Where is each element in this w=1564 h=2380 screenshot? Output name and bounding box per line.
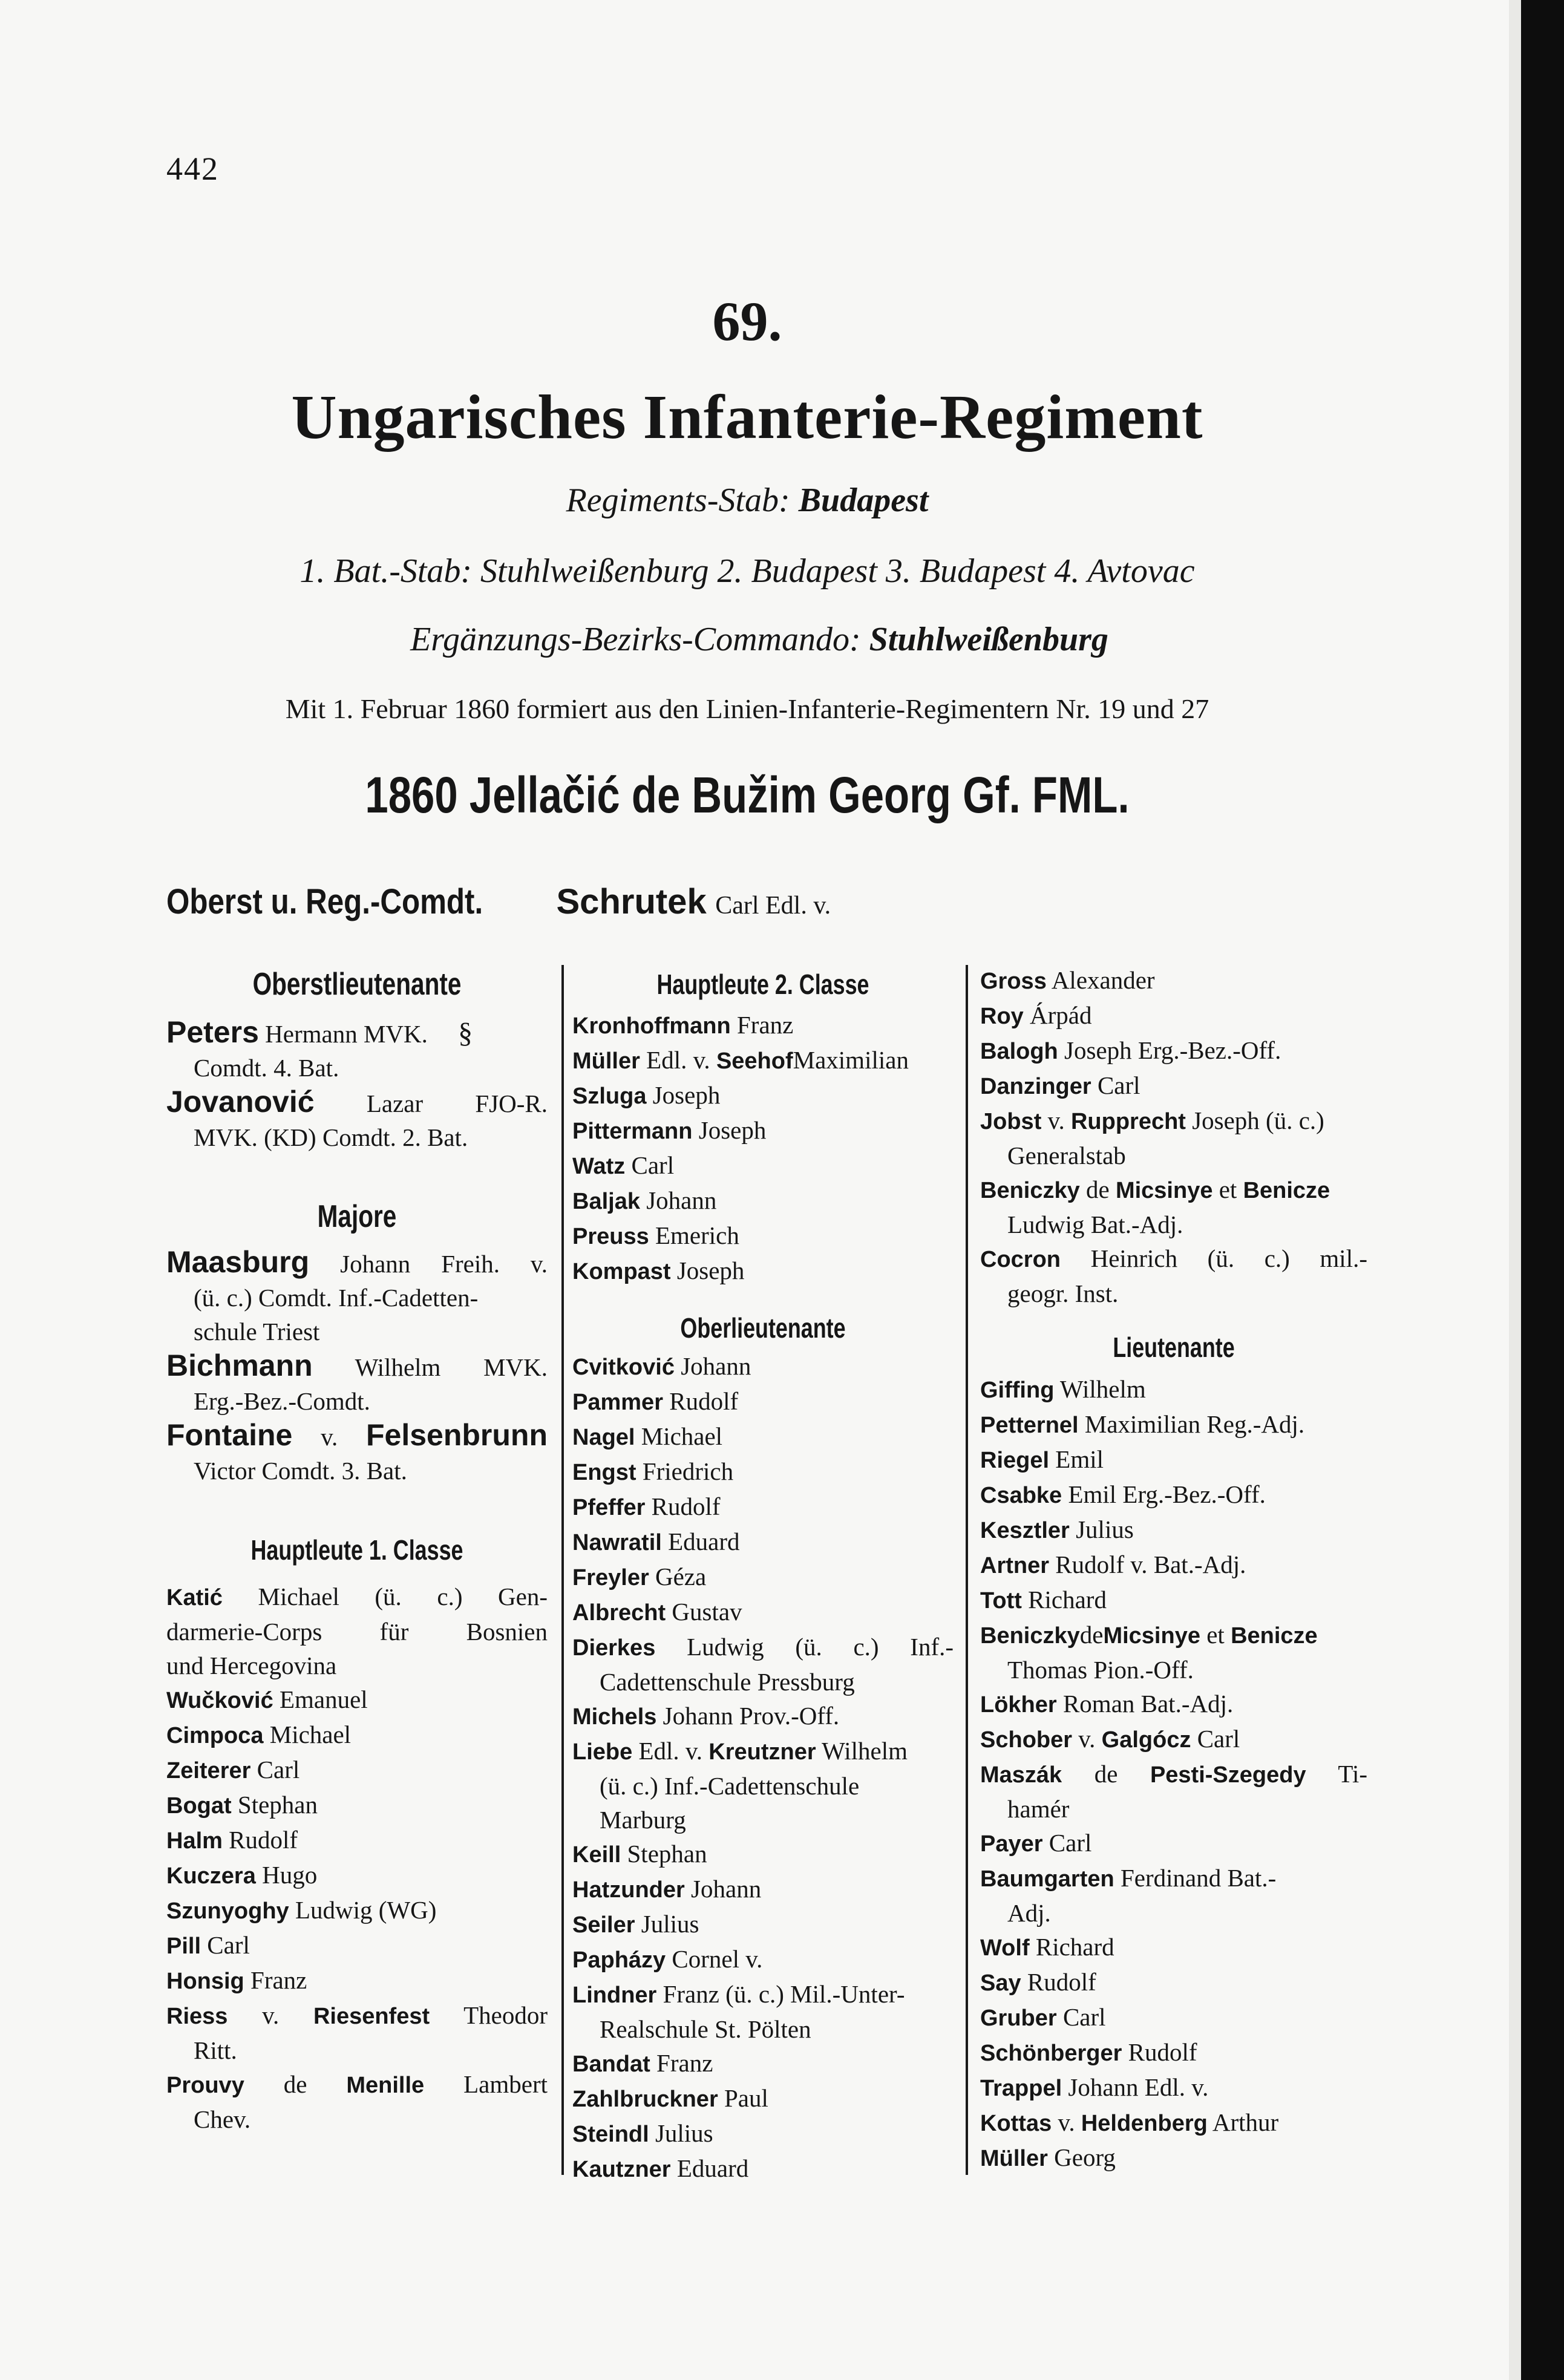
entry-name: Balogh [980,1039,1058,1064]
entry-riess-cont: Ritt. [194,2036,237,2064]
page-edge-border [1521,0,1564,2380]
list-item [572,1008,954,1043]
entry-name: Wučković [166,1688,273,1713]
entry-name: Kuczera [166,1863,256,1889]
entry-name: Peters [166,1015,259,1049]
entry-name: Liebe [572,1739,633,1765]
entry-name: Beniczky [980,1623,1080,1649]
entry-baumgarten [980,1861,1367,1896]
entry-cocron-cont: geogr. Inst. [1007,1280,1119,1307]
list-item [166,1718,548,1753]
entry-name: Papházy [572,1947,666,1973]
entry-name: Albrecht [572,1600,666,1626]
entry-details: Eduard [668,1528,740,1555]
entry-particle: v. [1078,1725,1096,1753]
decoration-icon: § [458,1017,473,1049]
entry-details: Emanuel [279,1685,368,1713]
entry-maasburg [166,1245,548,1281]
list-item [166,1753,548,1788]
entry-details: Michael [269,1721,352,1748]
entry-details: Paul [724,2084,768,2112]
entry-name: Michels [572,1704,657,1730]
entry-details: Richard [1028,1586,1107,1613]
entry-particle: v. [1058,2108,1075,2136]
oberst-name: Schrutek [556,882,707,921]
list-item [980,2035,1367,2070]
entry-name: Szluga [572,1084,647,1109]
entry-details: Joseph [698,1116,767,1144]
entry-name: Bandat [572,2051,650,2077]
entry-details: Ferdinand Bat.- [1120,1864,1277,1892]
entry-name: Engst [572,1460,636,1485]
entry-name: Maszák [980,1762,1062,1788]
entry-name: Kautzner [572,2157,671,2182]
entry-details: Cornel v. [672,1945,763,1973]
entry-name-2: Pesti-Szegedy [1150,1762,1306,1788]
entry-lokher [980,1687,1367,1722]
entry-details: Georg [1054,2143,1116,2171]
entry-beniczky-2-cont: Thomas Pion.-Off. [1007,1656,1194,1684]
entry-details: Friedrich [642,1457,734,1485]
entry-details: Franz (ü. c.) Mil.-Unter- [663,1980,905,2008]
entry-beniczky-1 [980,1172,1367,1208]
entry-particle-2: et [1219,1175,1237,1203]
entry-maasburg-cont: (ü. c.) Comdt. Inf.-Cadetten- [194,1284,479,1312]
bat-stab-line: 1. Bat.-Stab: Stuhlweißenburg 2. Budapest 3. Budapest 4. Avtovac [299,552,1195,590]
entry-details: Franz [250,1966,307,1994]
entry-payer [980,1826,1367,1861]
entry-name: Say [980,1970,1021,1996]
entry-name: Riess [166,2004,228,2029]
entry-details: Hermann MVK. [265,1020,428,1048]
entry-maszak [980,1757,1367,1792]
entry-maszak-cont: hamér [1007,1795,1070,1823]
list-item [572,1872,954,1907]
entry-details: Michael [641,1422,723,1450]
entry-name-2: Micsinye [1103,1623,1200,1649]
entry-danzinger [980,1068,1367,1103]
regiments-stab-line [0,481,1494,520]
entry-name: Pill [166,1934,201,1959]
list-item [572,1525,954,1560]
entry-name: Schober [980,1727,1073,1753]
list-item [572,1489,954,1525]
entry-details: Gustav [672,1598,742,1626]
list-item [166,1893,548,1928]
formed-line: Mit 1. Februar 1860 formiert aus den Linien-Infanterie-Regimentern Nr. 19 und 27 [285,693,1209,724]
list-item [572,2046,954,2081]
inhaber-line: 1860 Jellačić de Bužim Georg Gf. FML. [365,767,1130,823]
entry-name: Kronhoffmann [572,1013,731,1039]
entry-name: Hatzunder [572,1877,685,1903]
regiments-stab-value: Budapest [798,482,929,519]
entry-name: Freyler [572,1565,649,1590]
list-item [572,1560,954,1595]
entry-particle: de [1094,1760,1118,1788]
entry-name: Payer [980,1831,1043,1857]
entry-details: Lazar FJO-R. [366,1090,548,1117]
entry-details: Edl. v. [646,1046,710,1074]
entry-peters [166,1015,548,1051]
oberst-line [166,881,831,922]
entry-name: Pfeffer [572,1495,646,1520]
erg-line [0,620,1507,659]
entry-name: Lindner [572,1983,657,2008]
entry-details: Julius [655,2119,713,2147]
list-item [166,1823,548,1858]
entry-details: Hugo [262,1861,318,1889]
entry-name: Cvitković [572,1355,675,1380]
entry-name: Pittermann [572,1119,693,1144]
entry-peters-cont: Comdt. 4. Bat. [194,1054,339,1082]
heading-majore: Majore [317,1199,397,1234]
entry-details: Ludwig (WG) [295,1896,437,1924]
entry-name: Tott [980,1588,1022,1613]
page-edge-shadow [1509,0,1521,2380]
entry-name-2: Micsinye [1115,1178,1213,1203]
entry-details: Joseph [676,1257,745,1284]
erg-label: Ergänzungs-Bezirks-Commando: [410,621,861,658]
entry-name-2: Galgócz [1101,1727,1191,1753]
entry-details: Franz [736,1011,794,1039]
entry-name: Kompast [572,1259,671,1284]
entry-particle: de [283,2070,307,2098]
entry-name: Müller [572,1048,640,1074]
entry-lindner-cont: Realschule St. Pölten [600,2015,811,2043]
entry-name: Petternel [980,1413,1079,1438]
erg-value: Stuhlweißenburg [869,621,1108,658]
entry-details: Ludwig (ü. c.) Inf.- [687,1633,954,1661]
entry-name: Baljak [572,1189,640,1214]
entry-details: Lambert [463,2070,548,2098]
entry-name-2: Rupprecht [1070,1109,1186,1134]
list-item [980,1930,1367,1965]
entry-details: Julius [1076,1515,1134,1543]
list-item [166,1858,548,1893]
entry-jobst [980,1103,1367,1139]
entry-name: Pammer [572,1390,663,1415]
column-2 [572,963,954,2186]
entry-particle: de [1079,1621,1104,1649]
entry-katic-cont2: und Hercegovina [166,1652,337,1679]
entry-details: Stephan [627,1840,707,1868]
entry-name: Schönberger [980,2041,1122,2066]
heading-oberstlieutenante: Oberstlieutenante [252,967,462,1002]
entry-csabke [980,1477,1367,1512]
list-item [166,1682,548,1718]
entry-details: Eduard [676,2154,749,2182]
entry-name: Prouvy [166,2073,244,2098]
entry-kesztler [980,1512,1367,1548]
entry-katic [166,1580,548,1615]
entry-katic-cont: darmerie-Corps für Bosnien [166,1618,548,1646]
entry-details: Johann Prov.-Off. [663,1702,840,1730]
entry-jobst-cont: Generalstab [1007,1142,1126,1169]
list-item [572,1454,954,1489]
entry-name-2: Heldenberg [1081,2111,1208,2136]
list-item [572,1183,954,1218]
entry-particle: v. [262,2001,280,2029]
entry-name: Honsig [166,1969,244,1994]
entry-details: Franz [656,2049,713,2077]
entry-details: Emil Erg.-Bez.-Off. [1068,1480,1266,1508]
entry-name: Fontaine [166,1418,293,1452]
page-number: 442 [166,151,219,187]
entry-details: Wilhelm [822,1737,908,1765]
entry-details: Géza [655,1563,707,1590]
list-item [572,1148,954,1183]
list-item [572,2116,954,2151]
entry-name: Bichmann [166,1349,313,1382]
entry-details: Carl [1097,1071,1140,1099]
list-item [572,1907,954,1942]
entry-name: Katić [166,1585,223,1610]
list-item [572,1043,954,1078]
entry-name: Bogat [166,1793,232,1819]
column-divider-2 [966,965,968,2175]
entry-riegel [980,1442,1367,1477]
heading-hauptleute-2: Hauptleute 2. Classe [656,969,869,1000]
entry-details: Joseph (ü. c.) [1192,1107,1324,1134]
list-item [572,1419,954,1454]
entry-name: Steindl [572,2122,649,2147]
list-item [572,2081,954,2116]
entry-name: Artner [980,1553,1050,1578]
list-item [980,998,1367,1033]
entry-name: Keill [572,1842,621,1868]
entry-name: Baumgarten [980,1866,1114,1892]
entry-name-3: Benicze [1231,1623,1318,1649]
column-1 [166,963,548,2136]
column-3 [980,963,1367,2176]
entry-maasburg-cont2: schule Triest [194,1318,320,1345]
entry-kottas [980,2105,1367,2140]
list-item [572,1218,954,1254]
entry-details: Rudolf [669,1387,739,1415]
entry-riess [166,1998,548,2033]
entry-details: Carl [1049,1829,1092,1857]
entry-details: Johann [646,1186,717,1214]
entry-artner [980,1548,1367,1583]
entry-dierkes-cont: Cadettenschule Pressburg [600,1668,855,1696]
entry-petternel [980,1407,1367,1442]
entry-details: Heinrich (ü. c.) mil.- [1090,1244,1367,1272]
entry-name: Beniczky [980,1178,1080,1203]
list-item [980,963,1367,998]
entry-balogh [980,1033,1367,1068]
entry-name-2: Kreutzner [708,1739,816,1765]
regiments-stab-label: Regiments-Stab: [566,482,790,519]
entry-name: Kesztler [980,1518,1070,1543]
entry-details: Carl [1062,2003,1106,2031]
entry-name: Gross [980,969,1047,994]
entry-dierkes [572,1630,954,1665]
entry-cocron [980,1241,1367,1277]
entry-name-2: Menille [346,2073,425,2098]
entry-liebe [572,1734,954,1769]
entry-name: Müller [980,2146,1048,2171]
entry-prouvy [166,2067,548,2102]
entry-details: Carl [207,1931,250,1959]
list-item [572,1595,954,1630]
entry-name: Maasburg [166,1245,310,1279]
list-item [572,1349,954,1384]
entry-details: Arthur [1212,2108,1279,2136]
entry-details: Carl [631,1151,675,1179]
entry-liebe-cont2: Marburg [600,1806,686,1834]
entry-name: Nagel [572,1425,635,1450]
list-item [980,2000,1367,2035]
entry-name: Gruber [980,2006,1057,2031]
entry-name-2: Riesenfest [313,2004,430,2029]
entry-details: Roman Bat.-Adj. [1062,1690,1234,1718]
list-item [980,2070,1367,2105]
entry-name: Preuss [572,1224,649,1249]
entry-name: Halm [166,1828,223,1854]
list-item [166,1788,548,1823]
entry-name: Zeiterer [166,1758,251,1783]
entry-details: Richard [1035,1933,1114,1961]
entry-prouvy-cont: Chev. [194,2105,251,2133]
entry-muller [980,2140,1367,2176]
entry-details: Joseph Erg.-Bez.-Off. [1064,1036,1281,1064]
list-item [166,1963,548,1998]
heading-hauptleute-1: Hauptleute 1. Classe [250,1534,463,1566]
entry-details: Emil [1055,1445,1104,1473]
entry-details: Johann Edl. v. [1068,2073,1209,2101]
entry-beniczky-2 [980,1618,1367,1653]
entry-details: Alexander [1051,966,1155,994]
entry-name: Lökher [980,1692,1057,1718]
entry-details: Árpád [1030,1001,1092,1029]
entry-particle: Edl. v. [638,1737,703,1765]
entry-details: Joseph [652,1081,721,1109]
entry-name-2: Felsenbrunn [365,1418,548,1452]
entry-particle: v. [321,1423,338,1451]
heading-oberlieutenante: Oberlieutenante [680,1312,846,1344]
list-item [980,1965,1367,2000]
entry-details-2: Maximilian [793,1046,909,1074]
entry-particle-2: et [1206,1621,1225,1649]
entry-details: Julius [641,1910,699,1938]
entry-name: Trappel [980,2076,1062,2101]
list-item [572,1078,954,1113]
entry-fontaine-cont: Victor Comdt. 3. Bat. [194,1457,407,1485]
entry-details: Carl [1197,1725,1240,1753]
column-divider-1 [561,965,564,2175]
entry-details: Wilhelm [1059,1375,1146,1403]
list-item [572,1254,954,1289]
entry-name: Jovanović [166,1085,315,1119]
entry-name: Csabke [980,1483,1062,1508]
oberst-rank: Oberst u. Reg.-Comdt. [166,882,483,921]
entry-particle: v. [1047,1107,1065,1134]
entry-name: Nawratil [572,1530,662,1555]
entry-details: Rudolf [1027,1968,1096,1996]
entry-jovanovic [166,1085,548,1120]
entry-jovanovic-cont: MVK. (KD) Comdt. 2. Bat. [194,1123,468,1151]
entry-details: Johann [681,1352,751,1380]
list-item [166,1928,548,1963]
entry-name: Roy [980,1004,1024,1029]
entry-name-2: Seehof [716,1048,793,1074]
list-item [572,1384,954,1419]
entry-name: Cocron [980,1247,1061,1272]
entry-details: Theodor [463,2001,548,2029]
entry-name: Seiler [572,1912,635,1938]
entry-name: Cimpoca [166,1723,264,1748]
entry-details: Wilhelm MVK. [355,1353,548,1381]
entry-details: Michael (ü. c.) Gen- [258,1583,548,1610]
entry-schober [980,1722,1367,1757]
entry-details: Rudolf v. Bat.-Adj. [1055,1551,1246,1578]
entry-michels [572,1699,954,1734]
heading-lieutenante: Lieutenante [1113,1332,1235,1363]
entry-details: Carl [257,1756,300,1783]
list-item [572,2151,954,2186]
entry-giffing [980,1372,1367,1407]
entry-details: Johann Freih. v. [340,1250,548,1278]
entry-details: Maximilian Reg.-Adj. [1084,1410,1305,1438]
entry-details: Stephan [237,1791,318,1819]
entry-details: Rudolf [1128,2038,1197,2066]
entry-fontaine [166,1418,548,1454]
entry-name: Riegel [980,1448,1050,1473]
regiment-number: 69. [712,290,782,352]
entry-name: Danzinger [980,1074,1091,1099]
entry-name: Kottas [980,2111,1052,2136]
entry-name: Wolf [980,1935,1030,1961]
entry-details: Johann [691,1875,762,1903]
entry-lindner [572,1977,954,2012]
entry-name: Jobst [980,1109,1042,1134]
list-item [572,1837,954,1872]
entry-liebe-cont: (ü. c.) Inf.-Cadettenschule [600,1772,860,1800]
entry-details: Rudolf [651,1492,721,1520]
entry-name: Giffing [980,1378,1055,1403]
entry-tott [980,1583,1367,1618]
entry-name: Watz [572,1154,626,1179]
page-title: Ungarisches Infanterie-Regiment [291,382,1203,452]
entry-details: Emerich [655,1221,739,1249]
list-item [572,1942,954,1977]
entry-particle: de [1086,1175,1110,1203]
entry-name: Zahlbruckner [572,2087,718,2112]
entry-bichmann [166,1349,548,1384]
entry-details: Ti- [1338,1760,1368,1788]
entry-name: Szunyoghy [166,1898,289,1924]
entry-beniczky-1-cont: Ludwig Bat.-Adj. [1007,1211,1183,1238]
oberst-given: Carl Edl. v. [715,892,831,920]
entry-name: Dierkes [572,1635,656,1661]
list-item [572,1113,954,1148]
entry-baumgarten-cont: Adj. [1007,1899,1051,1927]
entry-name-3: Benicze [1243,1178,1330,1203]
entry-bichmann-cont: Erg.-Bez.-Comdt. [194,1387,370,1415]
entry-details: Rudolf [229,1826,298,1854]
